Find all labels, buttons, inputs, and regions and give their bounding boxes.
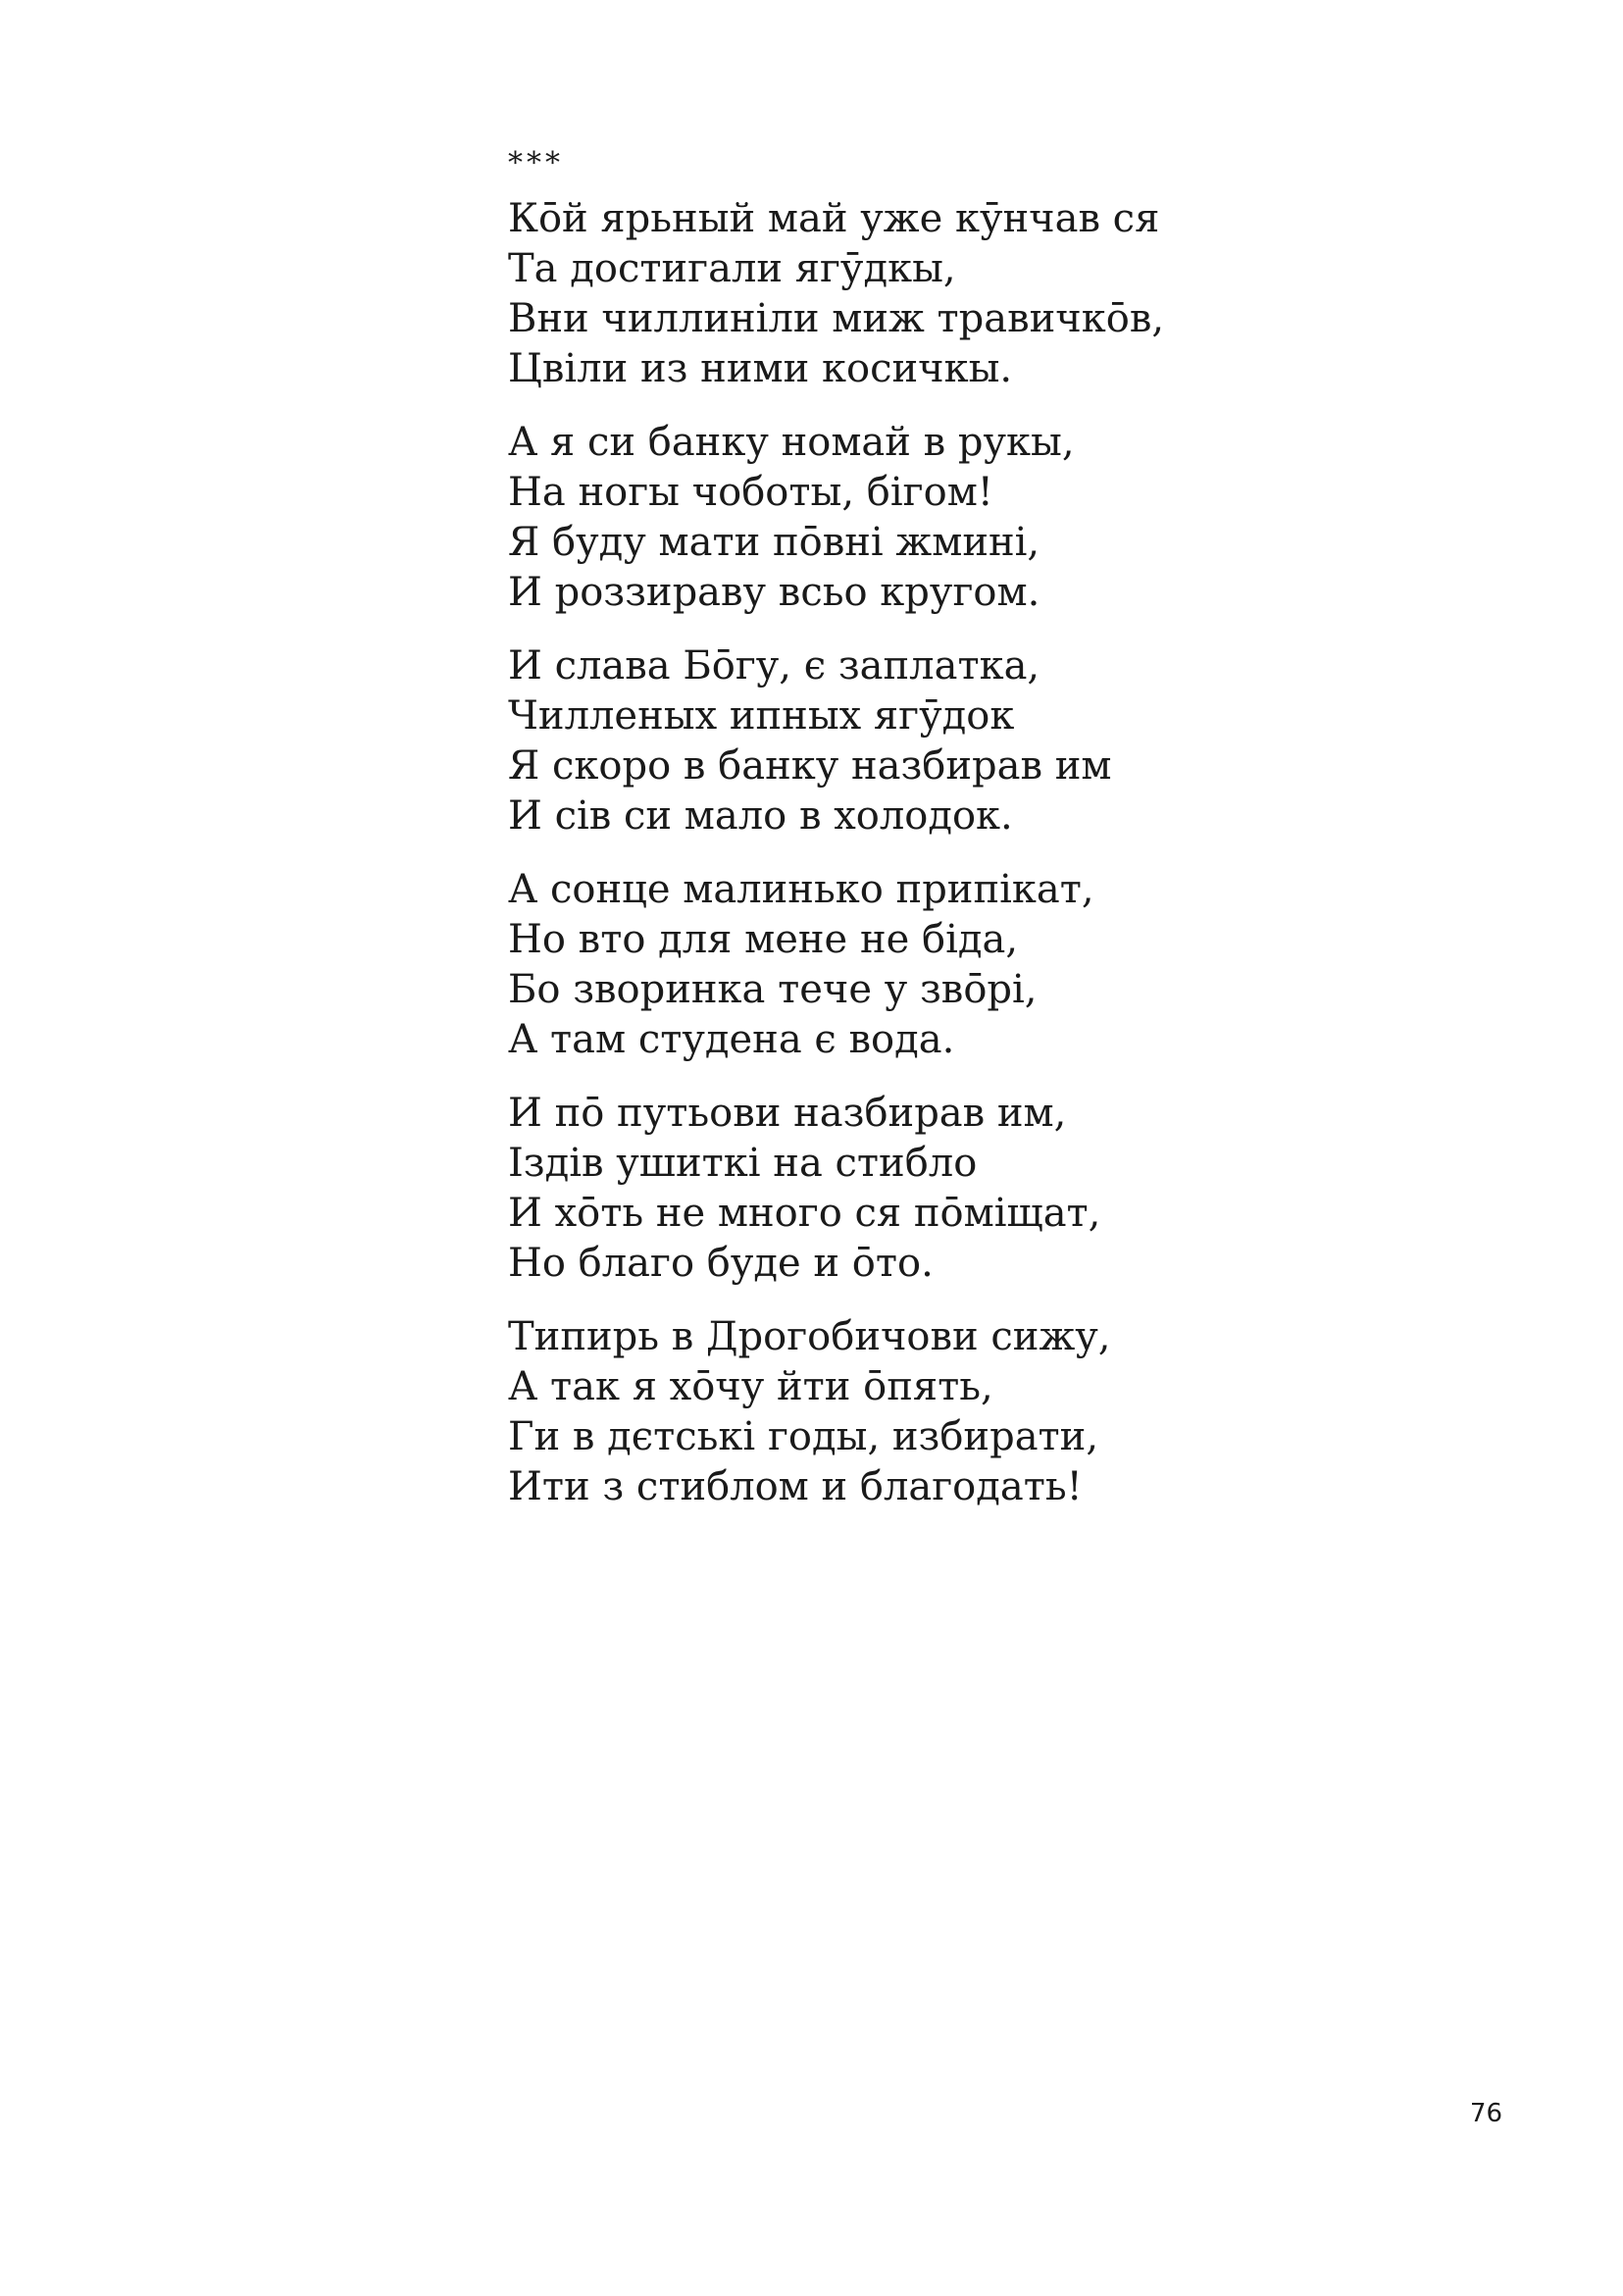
poem-line: И хōть не много ся пōміщат, [508,1191,1101,1236]
poem-line: А сонце малинько припікат, [508,867,1094,912]
poem-line: Чилленых ипных ягӯдок [508,693,1015,739]
poem-line: И роззираву всьо кругом. [508,570,1040,615]
poem [508,146,1489,1536]
poem-line: А так я хōчу йти ōпять, [508,1364,993,1409]
poem-line: Цвіли из ними косичкы. [508,346,1013,391]
stanza-1 [508,194,1489,394]
poem-line: Бо зворинка тече у звōрі, [508,967,1038,1012]
poem-line: Я буду мати пōвні жмині, [508,520,1040,565]
poem-line: На ногы чоботы, бігом! [508,470,993,515]
poem-line: А я си банку номай в рукы, [508,420,1075,465]
poem-line: Ги в дєтські годы, избирати, [508,1414,1099,1459]
poem-line: Та достигали ягӯдкы, [508,246,956,291]
stanza-6 [508,1312,1489,1512]
stanza-5 [508,1089,1489,1289]
stanza-2 [508,418,1489,618]
poem-line: И слава Бōгу, є заплатка, [508,643,1040,689]
poem-line: Но вто для мене не біда, [508,917,1019,962]
poem-line: Вни чиллиніли миж травичкōв, [508,296,1165,341]
poem-line: Кōй ярьный май уже кӯнчав ся [508,196,1160,241]
poem-line: Типирь в Дрогобичови сижу, [508,1314,1111,1359]
poem-line: Іздів ушиткі на стибло [508,1141,978,1186]
poem-line: А там студена є вода. [508,1017,955,1062]
stanza-4 [508,865,1489,1065]
poem-line: Но благо буде и ōто. [508,1241,934,1286]
poem-line: И пō путьови назбирав им, [508,1091,1067,1136]
poem-line: Ити з стиблом и благодать! [508,1464,1083,1509]
section-ornament: *** [508,146,564,180]
poem-line: И сів си мало в холодок. [508,793,1013,839]
poem-line: Я скоро в банку назбирав им [508,743,1112,789]
stanza-3 [508,641,1489,842]
page-number: 76 [1469,2099,1502,2128]
